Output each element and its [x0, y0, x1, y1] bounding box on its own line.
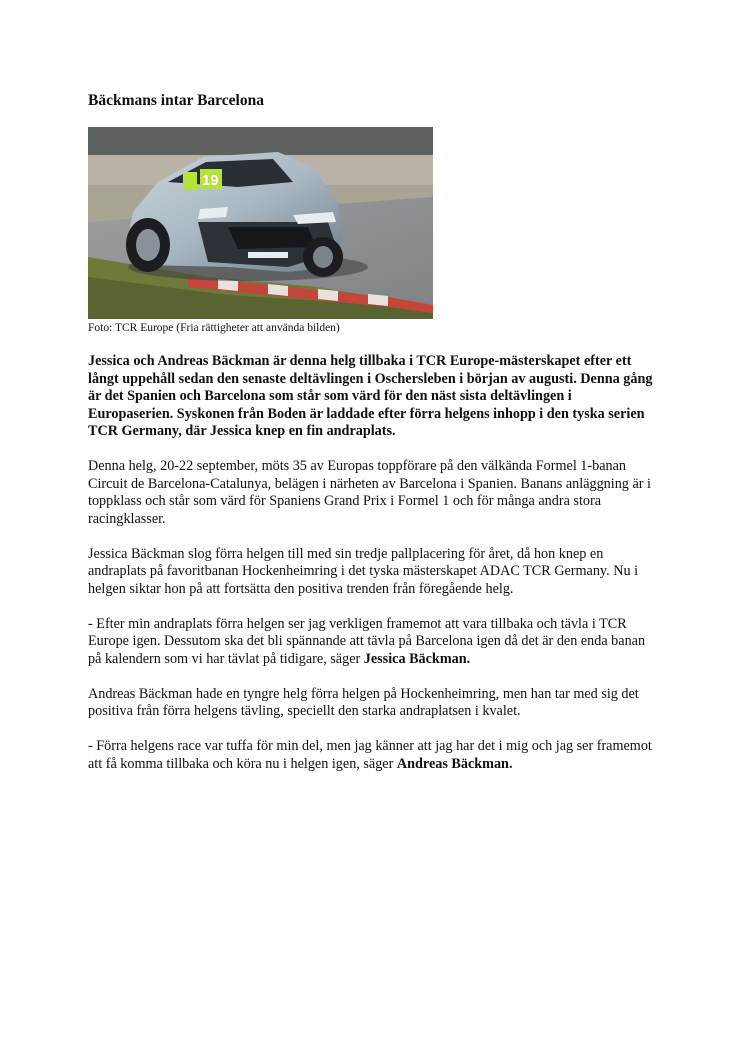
- body-paragraph-2: Jessica Bäckman slog förra helgen till med sin tredje pallplacering för året, då hon knep en andraplats på favoritbanan Hockenheimring i det tyska mästerskapet ADAC TCR Germany. Nu i helgen siktar hon på att fortsätta den positiva trenden från föregående helg.: [88, 545, 639, 597]
- quote-andreas: [88, 738, 656, 773]
- photo-caption: Foto: TCR Europe (Fria rättigheter att använda bilden): [88, 322, 340, 334]
- quote-jessica: [88, 616, 656, 669]
- article-title: Bäckmans intar Barcelona: [88, 92, 264, 109]
- body-paragraph-3: Andreas Bäckman hade en tyngre helg förra helgen på Hockenheimring, men han tar med sig det positiva från förra helgens tävling, speciellt den starka andraplatsen i kvalet.: [88, 685, 639, 719]
- quote-jessica-text: - Efter min andraplats förra helgen ser jag verkligen framemot att vara tillbaka och tävla i TCR Europe igen. Dessutom ska det bli spännande att tävla på Barcelona igen då det är den enda banan på kalendern som vi har tävlat på tidigare, säger: [88, 615, 646, 667]
- lead-paragraph: Jessica och Andreas Bäckman är denna helg tillbaka i TCR Europe-mästerskapet efter ett långt uppehåll sedan den senaste deltävlingen i Oschersleben i början av augusti. Denna gång är det Spanien och Barcelona som står som värd för den näst sista deltävlingen i Europaserien. Syskonen från Boden är laddade efter förra helgens inhopp i den tyska serien TCR Germany, där Jessica knep en fin andraplats.: [88, 353, 653, 439]
- document-page: [88, 92, 656, 791]
- quote-jessica-name: Jessica Bäckman.: [363, 650, 471, 667]
- race-car-photo: [88, 127, 433, 319]
- body-paragraph-1: Denna helg, 20-22 september, möts 35 av Europas toppförare på den välkända Formel 1-banan Circuit de Barcelona-Catalunya, belägen i närheten av Barcelona i Spanien. Banans anläggning är i toppklass och står som värd för Spaniens Grand Prix i Formel 1 och för många andra stora racingklasser.: [88, 458, 651, 527]
- quote-andreas-text: - Förra helgens race var tuffa för min del, men jag känner att jag har det i mig och jag ser framemot att få komma tillbaka och köra nu i helgen igen, säger: [88, 738, 652, 772]
- quote-andreas-name: Andreas Bäckman.: [396, 755, 513, 772]
- car-number: 19: [202, 172, 219, 189]
